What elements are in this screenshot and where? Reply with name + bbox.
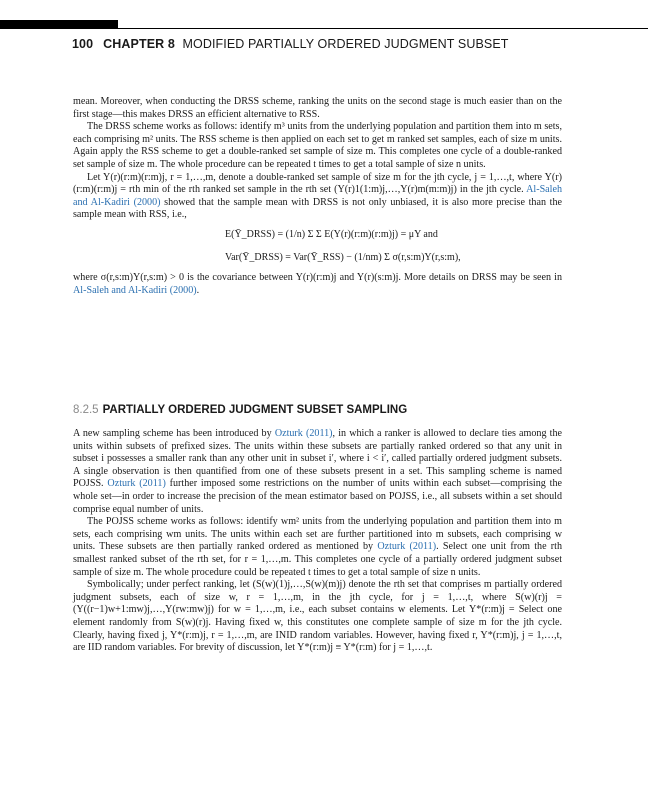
intro-text: Let Y(r)(r:m)(r:m)j, r = 1,…,m, denote a double-ranked set sample of size m for the jth cycle, j = 1,…,t, where Y(r)(r:m)(r:m)j = rth min of the rth ranked set sample in the rth set (Y(r)1(1:m)j,…,Y(r)m(m:m)j) <box>73 171 562 196</box>
intro-block <box>73 96 562 297</box>
citation-link[interactable]: Ozturk (2011) <box>274 428 333 439</box>
header-bar <box>0 20 118 29</box>
section-text: , in which a ranker is allowed to declare ties among the units within subsets of prefixed sizes. The units within these subsets are partially ranked ordered so that any unit in subset i possesses a smaller rank than any other unit in subset i′, where i < i′, called partially ordered judgment subsets. A single observation is then quantified from one of these subsets present in a set. This sampling scheme is named POJSS. <box>73 428 562 490</box>
section-text: . Select one unit from the rth smallest ranked subset of the rth set, for r = 1,…,m. This completes one cycle of a partially ordered judgment subset sample of size m. The whole procedure could be repeated t times to get a total sample of size n units. <box>73 541 562 578</box>
citation-link[interactable]: Ozturk (2011) <box>107 478 166 490</box>
section-heading <box>73 404 562 417</box>
intro-text: where σ(r,s:m)Y(r,s:m) > 0 is the covariance between Y(r)(r:m)j and Y(r)(s:m)j. More details on DRSS may be seen in <box>73 271 562 283</box>
intro-paragraph-1: mean. Moreover, when conducting the DRSS scheme, ranking the units on the second stage is much easier than on the first stage—this makes DRSS an efficient alternative to RSS. <box>73 96 562 120</box>
page-number: 100 <box>72 37 94 51</box>
section-paragraph-2 <box>73 516 562 579</box>
section-paragraph-1 <box>73 428 562 516</box>
intro-text: showed that the sample mean with DRSS is not only unbiased, it is also more precise than the sample mean with RSS, i.e., <box>73 196 562 221</box>
intro-paragraph-4 <box>73 272 562 297</box>
section-body <box>73 428 562 655</box>
intro-text: . <box>196 284 200 296</box>
section-text: further imposed some restrictions on the number of units within each subset—comprising the whole set—in order to increase the precision of the mean estimator based on POJSS, i.e., all subsets within a set should comprise equal number of units. <box>73 478 562 515</box>
running-header <box>72 37 509 51</box>
chapter-label: CHAPTER 8 <box>103 37 175 51</box>
equation-2 <box>73 248 562 272</box>
equation-text: Var(Ȳ_DRSS) = Var(Ȳ_RSS) − (1/nm) Σ σ(r,s:m)Y(r,s:m), <box>225 251 461 263</box>
equation-1 <box>73 222 562 248</box>
intro-paragraph-3 <box>73 172 562 222</box>
citation-link[interactable]: Ozturk (2011) <box>377 541 437 553</box>
header-rule <box>118 28 648 29</box>
intro-text: in the jth cycle. <box>459 184 524 196</box>
section-8-2-5 <box>73 404 562 417</box>
citation-link[interactable]: Al-Saleh and Al-Kadiri (2000) <box>73 284 197 296</box>
section-title: PARTIALLY ORDERED JUDGMENT SUBSET SAMPLING <box>102 404 408 416</box>
citation-link[interactable]: Al-Saleh and Al-Kadiri (2000) <box>73 184 562 208</box>
equation-text: E(Ȳ_DRSS) = (1/n) Σ Σ E(Y(r)(r:m)(r:m)j) = μY and <box>225 228 438 240</box>
chapter-title: MODIFIED PARTIALLY ORDERED JUDGMENT SUBSET <box>182 37 509 51</box>
section-text: The POJSS scheme works as follows: identify wm² units from the underlying population and partition them into m sets, each comprising wm units. The units within each set are further partitioned into m subsets, each comprising w units. These subsets are then partially ranked ordered as mentioned by <box>73 516 562 553</box>
section-paragraph-3: Symbolically; under perfect ranking, let (S(w)(1)j,…,S(w)(m)j) denote the rth set that comprises m partially ordered judgment subsets, each of size w, r = 1,…,m, in the jth cycle, for j = 1,…,t, where S(w)(r)j = (Y((r−1)w+1:mw)j,…,Y(rw:mw)j) for w = 1,…,m, i.e., each subset contains w elements. Let Y*(r:m)j = Select one element randomly from S(w)(r)j. Having fixed w, this constitutes one complete sample of size m for the jth cycle. Clearly, having fixed j, Y*(r:m)j, r = 1,…,m, are INID random variables. However, having fixed r, Y*(r:m)j, j = 1,…,t, are IID random variables. For brevity of discussion, let Y*(r:m)j ≡ Y*(r:m) for j = 1,…,t. <box>73 579 562 654</box>
section-number: 8.2.5 <box>73 404 99 416</box>
intro-paragraph-2: The DRSS scheme works as follows: identify m³ units from the underlying population and partition them into m sets, each comprising m² units. The RSS scheme is then applied on each set to get m ranked set samples, each of size m units. Again apply the RSS scheme to get a double-ranked set sample of size m. This completes one cycle of a double-ranked set sample of size m. The whole procedure can be repeated t times to get a total sample of size n units. <box>73 121 562 170</box>
section-text: A new sampling scheme has been introduced by <box>73 428 272 439</box>
